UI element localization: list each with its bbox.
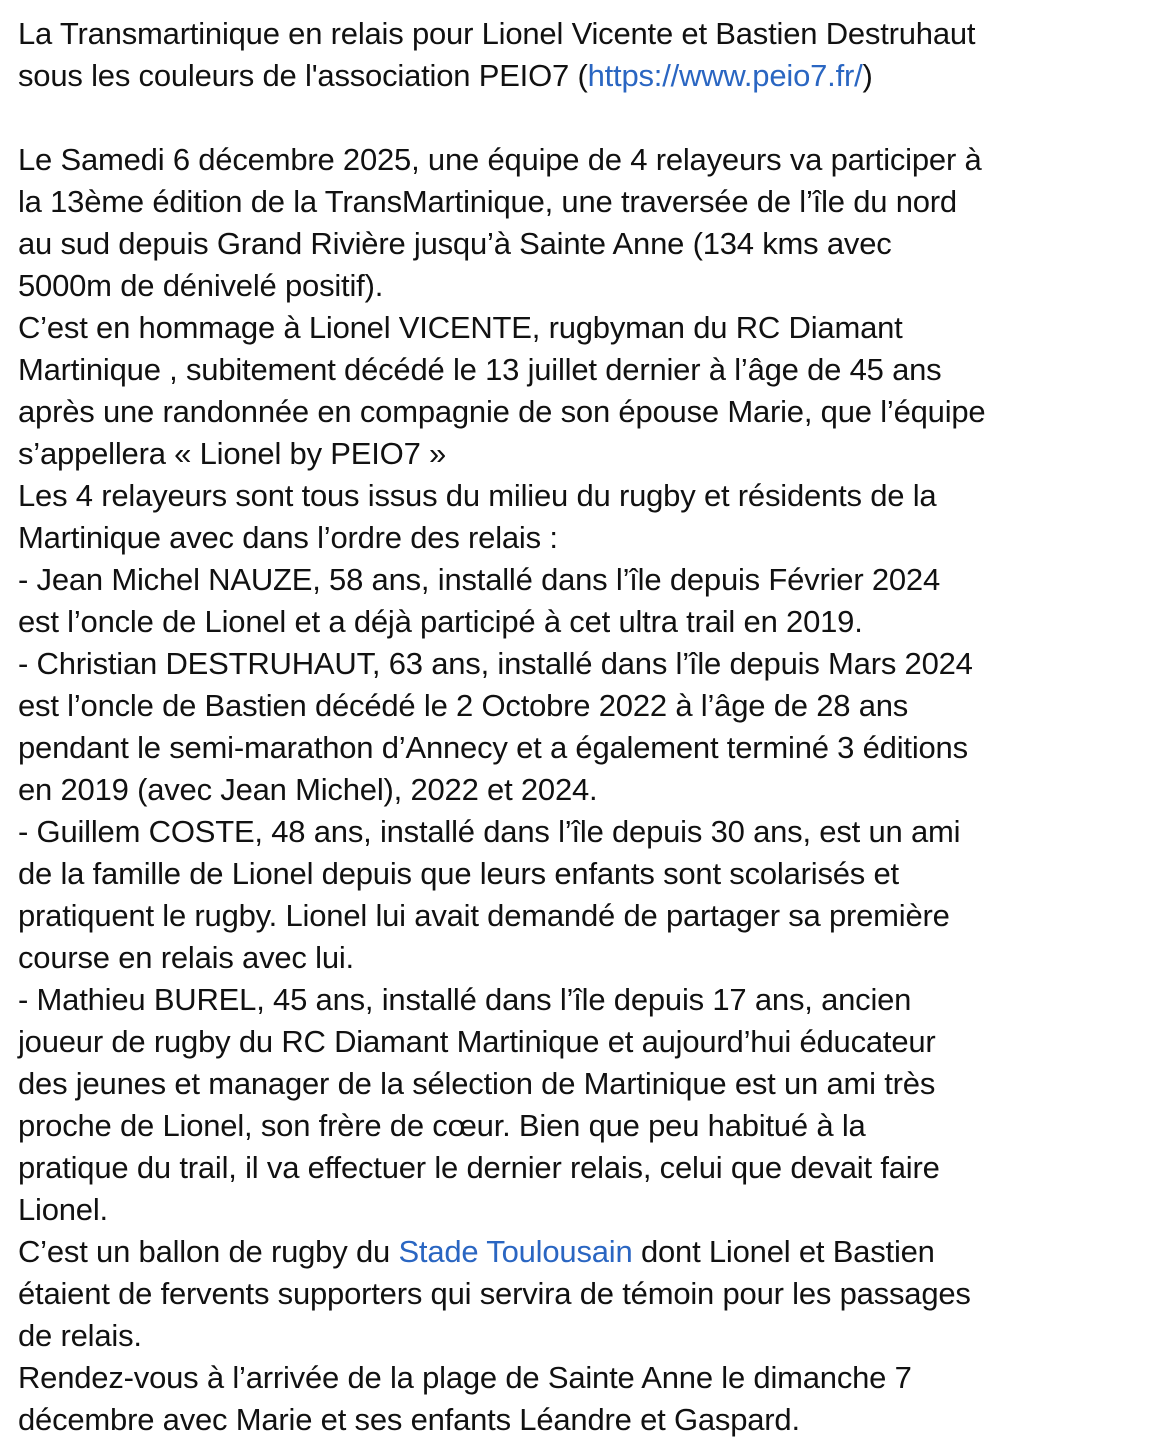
runner-4-line: proche de Lionel, son frère de cœur. Bien que peu habitué à la (18, 1108, 866, 1143)
event-paragraph-line: la 13ème édition de la TransMartinique, une traversée de l’île du nord (18, 184, 957, 219)
runner-3-line: pratiquent le rugby. Lionel lui avait demandé de partager sa première (18, 898, 950, 933)
tribute-paragraph-line: après une randonnée en compagnie de son épouse Marie, que l’équipe (18, 394, 986, 429)
ball-text-end: dont Lionel et Bastien (632, 1234, 935, 1269)
title-text-end: ) (862, 58, 873, 93)
event-paragraph-line: au sud depuis Grand Rivière jusqu’à Sainte Anne (134 kms avec (18, 226, 892, 261)
ball-paragraph-line: étaient de fervents supporters qui servira de témoin pour les passages (18, 1276, 971, 1311)
runner-4-line: des jeunes et manager de la sélection de Martinique est un ami très (18, 1066, 936, 1101)
tribute-paragraph-line: C’est en hommage à Lionel VICENTE, rugbyman du RC Diamant (18, 310, 903, 345)
runner-2-line: est l’oncle de Bastien décédé le 2 Octobre 2022 à l’âge de 28 ans (18, 688, 909, 723)
runner-2-line: - Christian DESTRUHAUT, 63 ans, installé dans l’île depuis Mars 2024 (18, 646, 973, 681)
runner-1-line: est l’oncle de Lionel et a déjà participé à cet ultra trail en 2019. (18, 604, 863, 639)
spacer (18, 97, 1163, 139)
event-paragraph-line: 5000m de dénivelé positif). (18, 268, 384, 303)
title-line: La Transmartinique en relais pour Lionel Vicente et Bastien Destruhaut (18, 16, 976, 51)
runner-4-line: pratique du trail, il va effectuer le dernier relais, celui que devait faire (18, 1150, 940, 1185)
ball-text: C’est un ballon de rugby du (18, 1234, 399, 1269)
tribute-paragraph-line: s’appellera « Lionel by PEIO7 » (18, 436, 447, 471)
runner-3-line: de la famille de Lionel depuis que leurs enfants sont scolarisés et (18, 856, 899, 891)
runner-1-line: - Jean Michel NAUZE, 58 ans, installé dans l’île depuis Février 2024 (18, 562, 941, 597)
relayers-intro-line: Les 4 relayeurs sont tous issus du milieu du rugby et résidents de la (18, 478, 937, 513)
message-body (18, 13, 1163, 1441)
runner-3-line: - Guillem COSTE, 48 ans, installé dans l’île depuis 30 ans, est un ami (18, 814, 961, 849)
title-line-association (18, 55, 1163, 97)
runner-2-line: pendant le semi-marathon d’Annecy et a également terminé 3 éditions (18, 730, 968, 765)
stade-toulousain-link[interactable]: Stade Toulousain (398, 1234, 633, 1269)
ball-paragraph-line (18, 1231, 1163, 1273)
title-text: sous les couleurs de l'association PEIO7 ( (18, 58, 588, 93)
event-paragraph-line: Le Samedi 6 décembre 2025, une équipe de 4 relayeurs va participer à (18, 142, 982, 177)
ball-paragraph-line: de relais. (18, 1318, 142, 1353)
runner-4-line: joueur de rugby du RC Diamant Martinique et aujourd’hui éducateur (18, 1024, 936, 1059)
tribute-paragraph-line: Martinique , subitement décédé le 13 juillet dernier à l’âge de 45 ans (18, 352, 942, 387)
relayers-intro-line: Martinique avec dans l’ordre des relais : (18, 520, 558, 555)
runner-3-line: course en relais avec lui. (18, 940, 354, 975)
runner-4-line: Lionel. (18, 1192, 108, 1227)
runner-2-line: en 2019 (avec Jean Michel), 2022 et 2024. (18, 772, 598, 807)
peio7-website-link[interactable]: https://www.peio7.fr/ (587, 58, 863, 93)
closing-line: Rendez-vous à l’arrivée de la plage de Sainte Anne le dimanche 7 (18, 1360, 912, 1395)
closing-line: décembre avec Marie et ses enfants Léandre et Gaspard. (18, 1402, 800, 1437)
runner-4-line: - Mathieu BUREL, 45 ans, installé dans l’île depuis 17 ans, ancien (18, 982, 912, 1017)
